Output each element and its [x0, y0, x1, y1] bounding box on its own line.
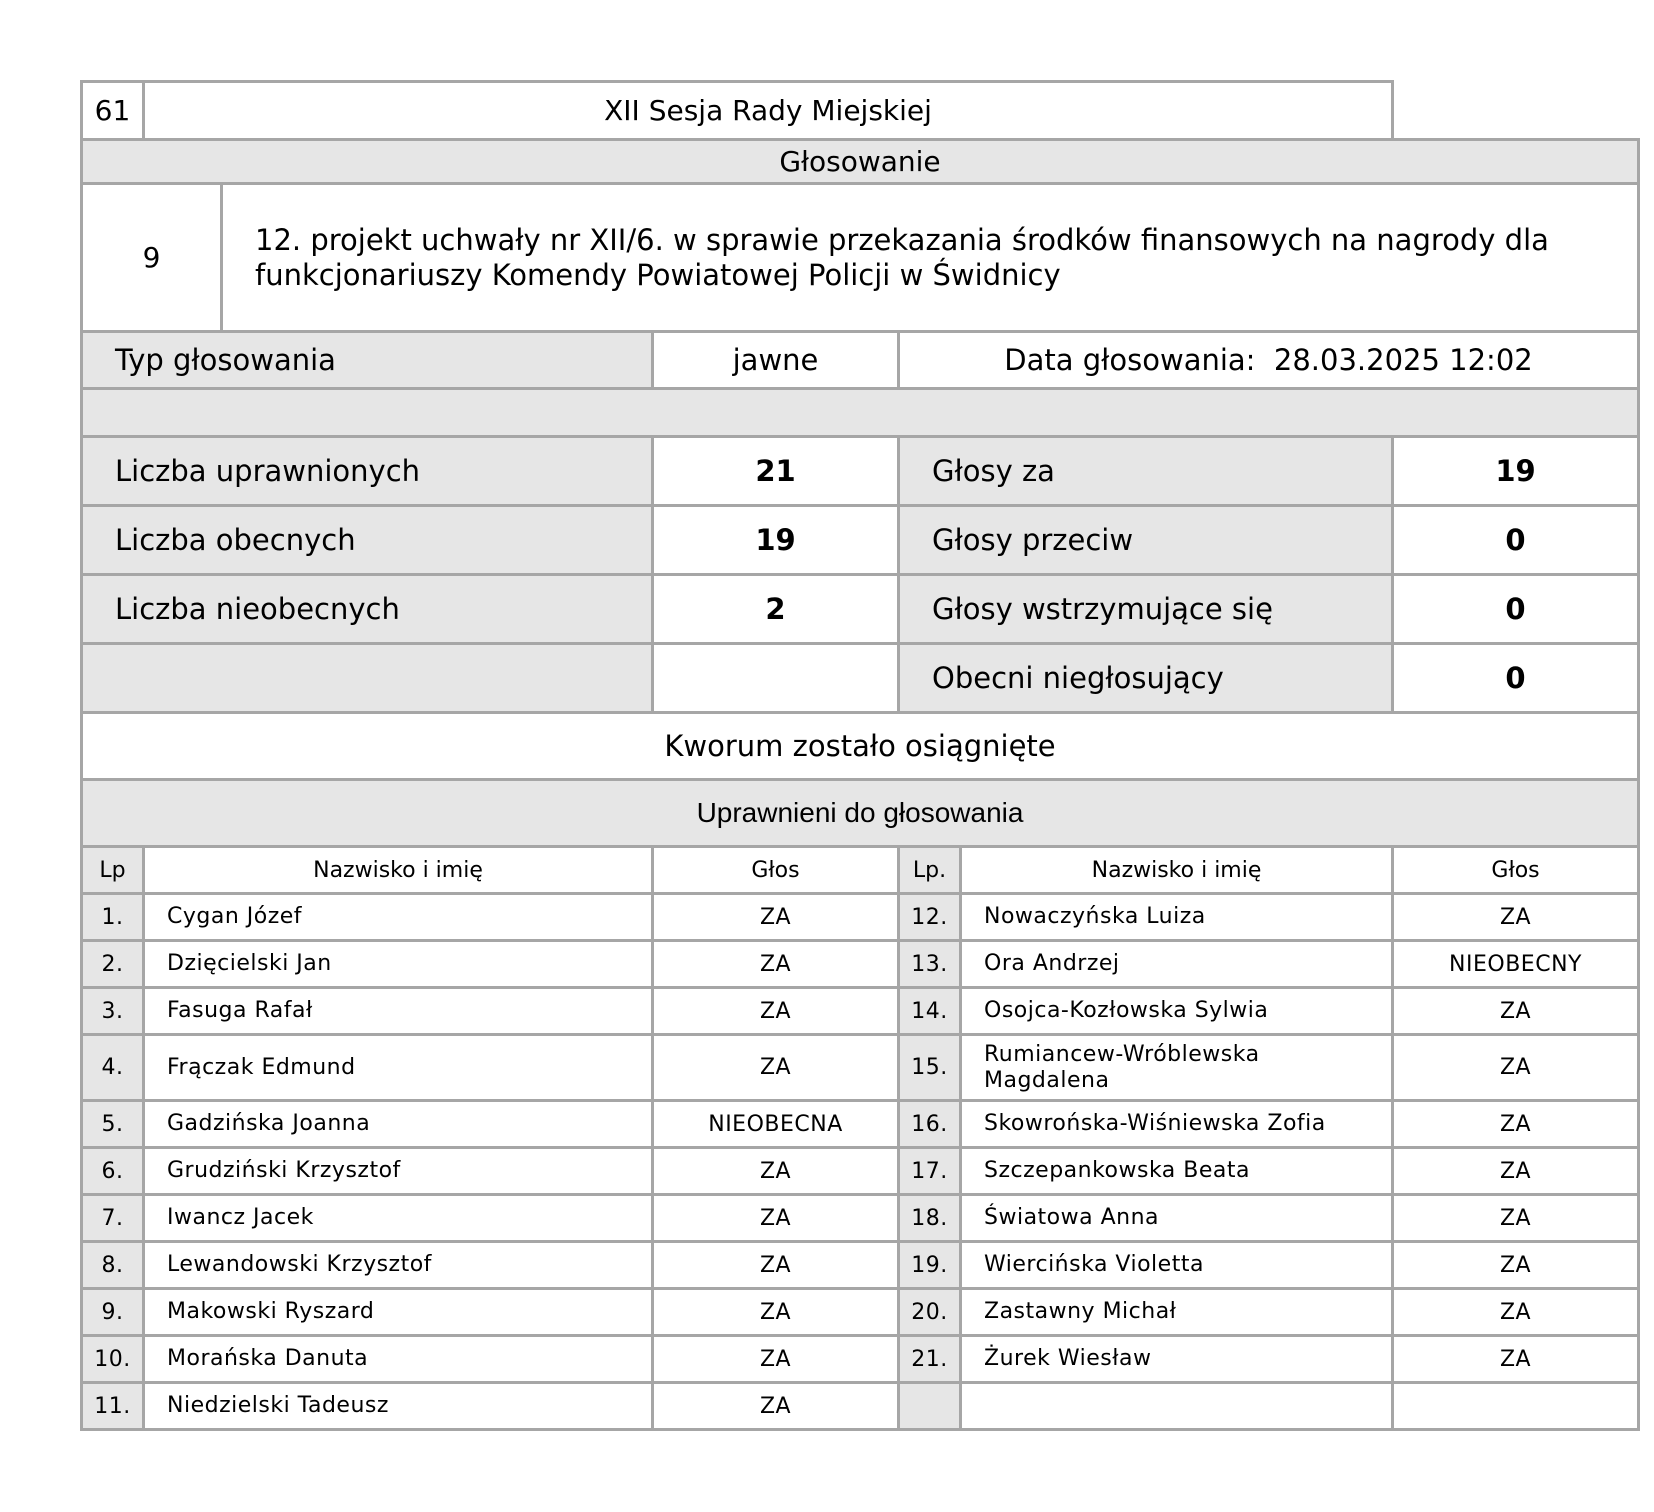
table-row: [82, 1035, 1639, 1101]
voter-lp: 9.: [82, 1289, 144, 1336]
stat-value: 19: [1393, 437, 1639, 506]
voter-name: Niedzielski Tadeusz: [144, 1383, 653, 1430]
voter-lp: 20.: [899, 1289, 961, 1336]
voter-lp: 15.: [899, 1035, 961, 1101]
voter-name: Lewandowski Krzysztof: [144, 1242, 653, 1289]
voter-vote: ZA: [653, 1383, 899, 1430]
stat-empty-label: [82, 644, 653, 713]
voter-name: Nowaczyńska Luiza: [961, 894, 1393, 941]
voter-name: Skowrońska-Wiśniewska Zofia: [961, 1101, 1393, 1148]
table-row: [82, 894, 1639, 941]
session-number: 61: [82, 82, 144, 140]
voter-vote: NIEOBECNY: [1393, 941, 1639, 988]
voter-name: Światowa Anna: [961, 1195, 1393, 1242]
stat-label: Obecni niegłosujący: [899, 644, 1393, 713]
column-header-lp: Lp: [82, 847, 144, 894]
table-row: [82, 1101, 1639, 1148]
voter-vote: ZA: [1393, 1148, 1639, 1195]
stat-label: Głosy za: [899, 437, 1393, 506]
voter-vote: NIEOBECNA: [653, 1101, 899, 1148]
vote-date-value: 28.03.2025 12:02: [1273, 343, 1533, 377]
voter-vote: ZA: [1393, 1035, 1639, 1101]
stat-empty-value: [653, 644, 899, 713]
vote-type-label: Typ głosowania: [82, 332, 653, 389]
voter-vote: ZA: [1393, 894, 1639, 941]
column-header-lp: Lp.: [899, 847, 961, 894]
voter-lp: 2.: [82, 941, 144, 988]
voter-name: Rumiancew-Wróblewska Magdalena: [961, 1035, 1393, 1101]
stat-value: 21: [653, 437, 899, 506]
voter-lp: 19.: [899, 1242, 961, 1289]
stat-label: Liczba obecnych: [82, 506, 653, 575]
voter-name: Morańska Danuta: [144, 1336, 653, 1383]
voter-name: Dzięcielski Jan: [144, 941, 653, 988]
spacer-row: [82, 389, 1639, 437]
column-header-vote: Głos: [653, 847, 899, 894]
quorum-status: Kworum zostało osiągnięte: [82, 713, 1639, 780]
stat-value: 19: [653, 506, 899, 575]
voting-record-table: [80, 80, 1640, 1431]
voter-name: Szczepankowska Beata: [961, 1148, 1393, 1195]
section-heading: Głosowanie: [82, 140, 1639, 184]
table-row: [82, 1336, 1639, 1383]
voter-lp: 3.: [82, 988, 144, 1035]
voter-vote: ZA: [653, 1336, 899, 1383]
vote-date-label: Data głosowania:: [1004, 343, 1256, 377]
voter-name: Grudziński Krzysztof: [144, 1148, 653, 1195]
vote-type-value: jawne: [653, 332, 899, 389]
table-row: [82, 941, 1639, 988]
voter-lp: 8.: [82, 1242, 144, 1289]
stat-label: Liczba uprawnionych: [82, 437, 653, 506]
column-header-name: Nazwisko i imię: [961, 847, 1393, 894]
column-header-vote: Głos: [1393, 847, 1639, 894]
voter-rows: [82, 894, 1639, 1430]
voter-lp: 16.: [899, 1101, 961, 1148]
voter-lp: 17.: [899, 1148, 961, 1195]
table-row: [82, 1242, 1639, 1289]
voter-vote: [1393, 1383, 1639, 1430]
voter-name: Frączak Edmund: [144, 1035, 653, 1101]
voter-lp: 7.: [82, 1195, 144, 1242]
voter-name: Ora Andrzej: [961, 941, 1393, 988]
voter-vote: ZA: [1393, 1289, 1639, 1336]
voter-vote: ZA: [1393, 1101, 1639, 1148]
voter-lp: 1.: [82, 894, 144, 941]
voters-heading: Uprawnieni do głosowania: [82, 780, 1639, 847]
stat-value: 0: [1393, 644, 1639, 713]
vote-date-cell: [899, 332, 1639, 389]
voter-vote: ZA: [653, 1242, 899, 1289]
voter-vote: ZA: [653, 1195, 899, 1242]
table-row: [82, 988, 1639, 1035]
voter-lp: 6.: [82, 1148, 144, 1195]
voter-lp: 13.: [899, 941, 961, 988]
table-row: [82, 1195, 1639, 1242]
table-row: [82, 1383, 1639, 1430]
item-number: 9: [82, 184, 222, 332]
voter-name: Żurek Wiesław: [961, 1336, 1393, 1383]
voter-lp: 14.: [899, 988, 961, 1035]
stat-label: Liczba nieobecnych: [82, 575, 653, 644]
stat-value: 0: [1393, 506, 1639, 575]
voter-name: Osojca-Kozłowska Sylwia: [961, 988, 1393, 1035]
voter-name: Gadzińska Joanna: [144, 1101, 653, 1148]
voter-vote: ZA: [1393, 988, 1639, 1035]
stat-label: Głosy przeciw: [899, 506, 1393, 575]
voter-vote: ZA: [653, 894, 899, 941]
voter-name: Makowski Ryszard: [144, 1289, 653, 1336]
voter-name: Iwancz Jacek: [144, 1195, 653, 1242]
voter-lp: [899, 1383, 961, 1430]
voter-lp: 12.: [899, 894, 961, 941]
voter-name: [961, 1383, 1393, 1430]
voter-vote: ZA: [653, 988, 899, 1035]
voter-lp: 21.: [899, 1336, 961, 1383]
voter-vote: ZA: [653, 1289, 899, 1336]
stat-label: Głosy wstrzymujące się: [899, 575, 1393, 644]
voter-lp: 18.: [899, 1195, 961, 1242]
voter-lp: 4.: [82, 1035, 144, 1101]
session-title: XII Sesja Rady Miejskiej: [144, 82, 1393, 140]
voter-lp: 10.: [82, 1336, 144, 1383]
voter-lp: 11.: [82, 1383, 144, 1430]
voter-name: Zastawny Michał: [961, 1289, 1393, 1336]
item-title: 12. projekt uchwały nr XII/6. w sprawie przekazania środków finansowych na nagrody dla funkcjonariuszy Komendy Powiatowej Policji w Świdnicy: [222, 184, 1639, 332]
voter-name: Fasuga Rafał: [144, 988, 653, 1035]
voter-vote: ZA: [1393, 1195, 1639, 1242]
table-row: [82, 1289, 1639, 1336]
voter-vote: ZA: [653, 1148, 899, 1195]
stat-value: 2: [653, 575, 899, 644]
stat-value: 0: [1393, 575, 1639, 644]
voter-vote: ZA: [1393, 1242, 1639, 1289]
table-row: [82, 1148, 1639, 1195]
column-header-name: Nazwisko i imię: [144, 847, 653, 894]
voter-vote: ZA: [1393, 1336, 1639, 1383]
voter-name: Cygan Józef: [144, 894, 653, 941]
voter-name: Wiercińska Violetta: [961, 1242, 1393, 1289]
voter-vote: ZA: [653, 941, 899, 988]
voter-vote: ZA: [653, 1035, 899, 1101]
voter-lp: 5.: [82, 1101, 144, 1148]
